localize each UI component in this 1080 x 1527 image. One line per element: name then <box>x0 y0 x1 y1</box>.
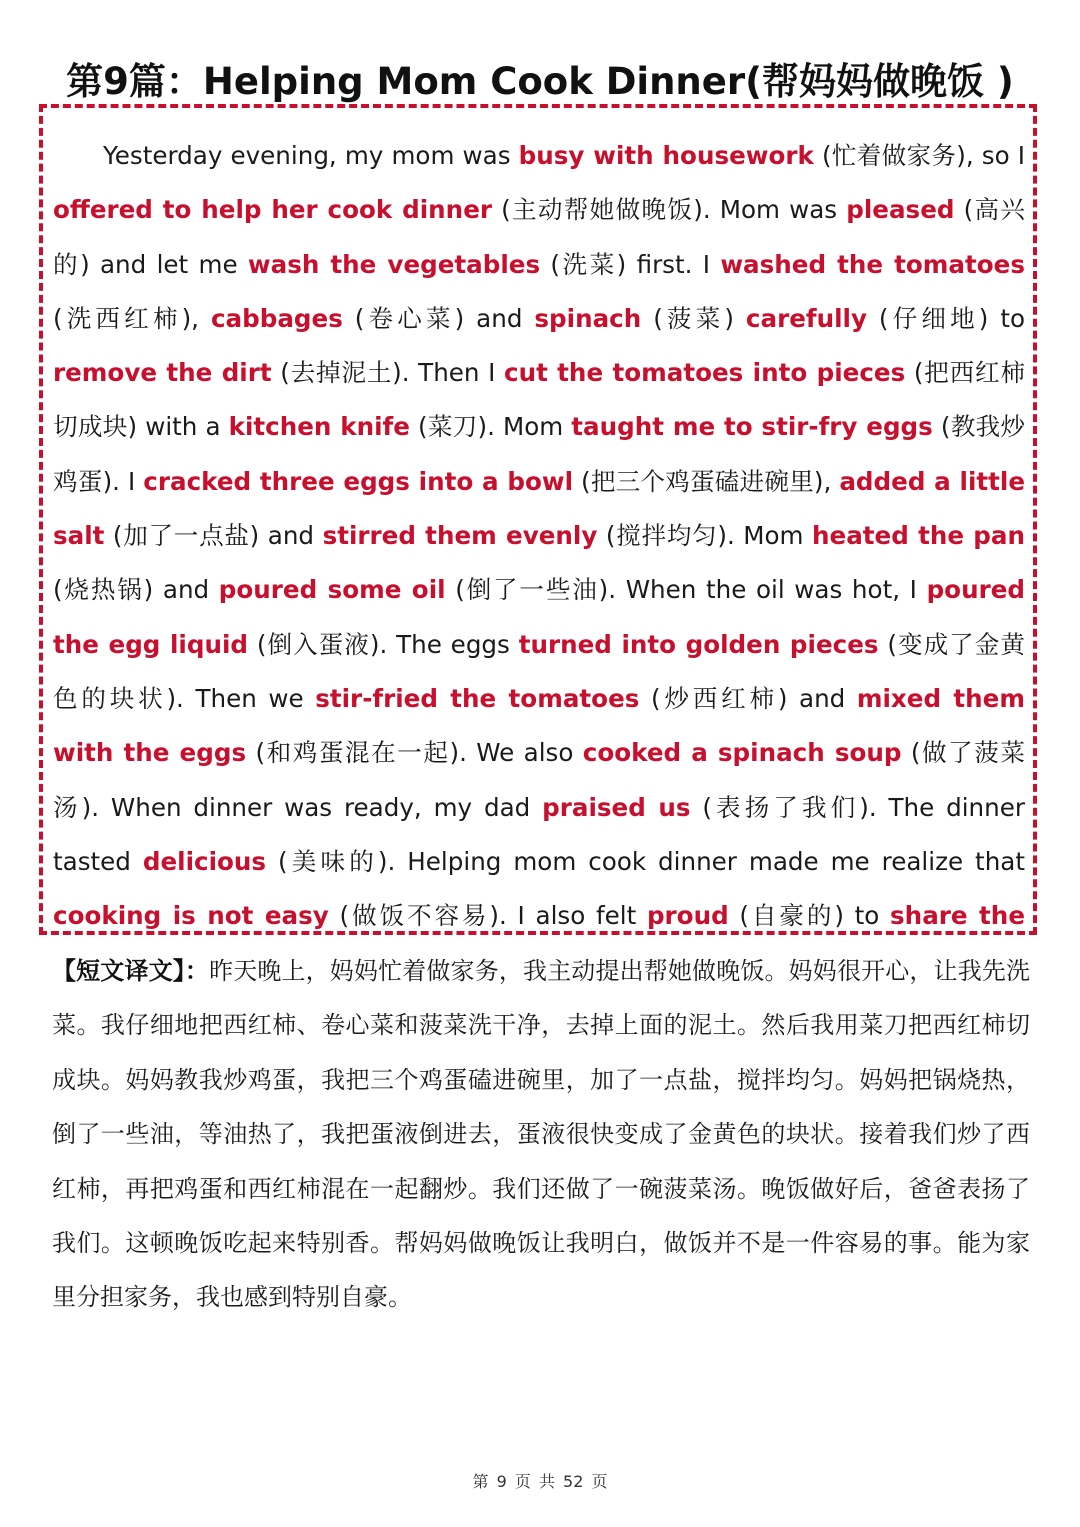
story-keyword: washed the tomatoes <box>720 249 1025 279</box>
story-keyword: praised us <box>542 792 691 822</box>
story-keyword: heated the pan <box>812 521 1026 551</box>
translation-text: 昨天晚上，妈妈忙着做家务，我主动提出帮她做晚饭。妈妈很开心，让我先洗菜。我仔细地把西红柿、卷心菜和菠菜洗干净，去掉上面的泥土。然后我用菜刀把西红柿切成块。妈妈教我炒鸡蛋，我把三个鸡蛋磕进碗里，加了一点盐，搅拌均匀。妈妈把锅烧热，倒了一些油，等油热了，我把蛋液倒进去，蛋液很快变成了金黄色的块状。接着我们炒了西红柿，再把鸡蛋和西红柿混在一起翻炒。我们还做了一碗菠菜汤。晚饭做好后，爸爸表扬了我们。这顿晚饭吃起来特别香。帮妈妈做晚饭让我明白，做饭并不是一件容易的事。能为家里分担家务，我也感到特别自豪。 <box>52 957 1031 1312</box>
story-keyword: cut the tomatoes into pieces <box>503 358 906 388</box>
story-keyword: mixed them with the eggs <box>53 683 1025 768</box>
story-keyword: cooking is not easy <box>53 901 329 931</box>
story-text: (倒了一些油). When the oil was hot, I <box>445 575 927 605</box>
story-text: (美味的). Helping mom cook dinner made me realize that <box>266 846 1025 876</box>
story-keyword: cracked three eggs into a bowl <box>143 466 574 496</box>
story-keyword: spinach <box>534 303 642 333</box>
story-text: (菠菜) <box>641 303 746 333</box>
story-text: (自豪的) to <box>728 901 891 931</box>
story-keyword: stirred them evenly <box>322 521 598 551</box>
story-keyword: turned into golden pieces <box>518 629 879 659</box>
story-keyword: cabbages <box>210 303 343 333</box>
page-title: 第9篇：Helping Mom Cook Dinner(帮妈妈做晚饭 ) <box>66 60 1014 103</box>
story-text: (和鸡蛋混在一起). We also <box>246 738 583 768</box>
story-text: Yesterday evening, my mom was <box>103 141 519 170</box>
story-text: (洗菜) first. I <box>540 249 721 279</box>
story-text: (去掉泥土). Then I <box>271 358 504 388</box>
story-text: (仔细地) to <box>866 303 1026 333</box>
story-box <box>39 104 1037 935</box>
story-text: (忙着做家务), so I <box>813 141 1025 170</box>
story-keyword: taught me to stir-fry eggs <box>571 412 933 442</box>
story-keyword: share the <box>890 901 1025 931</box>
story-keyword: poured some oil <box>218 575 446 605</box>
story-keyword: proud <box>646 901 729 931</box>
story-text: (高兴的) and let me <box>53 195 1025 279</box>
story-keyword: carefully <box>745 303 867 333</box>
story-text: (做饭不容易). I also felt <box>328 901 647 931</box>
story-keyword: stir-fried the tomatoes <box>315 683 640 713</box>
story-keyword: added a little salt <box>53 466 1026 551</box>
story-keyword: pleased <box>846 195 955 225</box>
story-text: (把西红柿切成块) with a <box>53 358 1025 442</box>
story-keyword: remove the dirt <box>53 358 272 388</box>
story-keyword: wash the vegetables <box>247 249 541 279</box>
story-text: (教我炒鸡蛋). I <box>53 412 1025 496</box>
story-keyword: cooked a spinach soup <box>582 738 902 768</box>
story-keyword: delicious <box>142 846 267 876</box>
story-text: (烧热锅) and <box>53 575 219 605</box>
story-text: (表扬了我们). The dinner tasted <box>53 792 1025 876</box>
story-text: (倒入蛋液). The eggs <box>248 629 519 659</box>
story-text: (搅拌均匀). Mom <box>597 521 813 551</box>
story-paragraph <box>53 129 1025 935</box>
story-keyword: offered to help her cook dinner <box>53 195 492 225</box>
story-text: (菜刀). Mom <box>409 412 572 442</box>
translation-paragraph <box>52 944 1030 1325</box>
story-keyword: busy with housework <box>518 141 814 170</box>
story-text: (加了一点盐) and <box>104 521 323 551</box>
story-text: (变成了金黄色的块状). Then we <box>53 629 1025 713</box>
page-footer: 第 9 页 共 52 页 <box>472 1472 608 1491</box>
story-text: (洗西红柿), <box>53 303 211 333</box>
translation-label: 【短文译文】： <box>52 957 210 985</box>
story-text: (卷心菜) and <box>342 303 535 333</box>
story-text: (把三个鸡蛋磕进碗里), <box>573 466 840 496</box>
story-text: (做了菠菜汤). When dinner was ready, my dad <box>53 738 1025 822</box>
story-text: (主动帮她做晚饭). Mom was <box>492 195 847 225</box>
story-keyword: poured the egg liquid <box>53 575 1025 659</box>
story-keyword: kitchen knife <box>228 412 410 442</box>
story-text: (炒西红柿) and <box>639 683 857 713</box>
